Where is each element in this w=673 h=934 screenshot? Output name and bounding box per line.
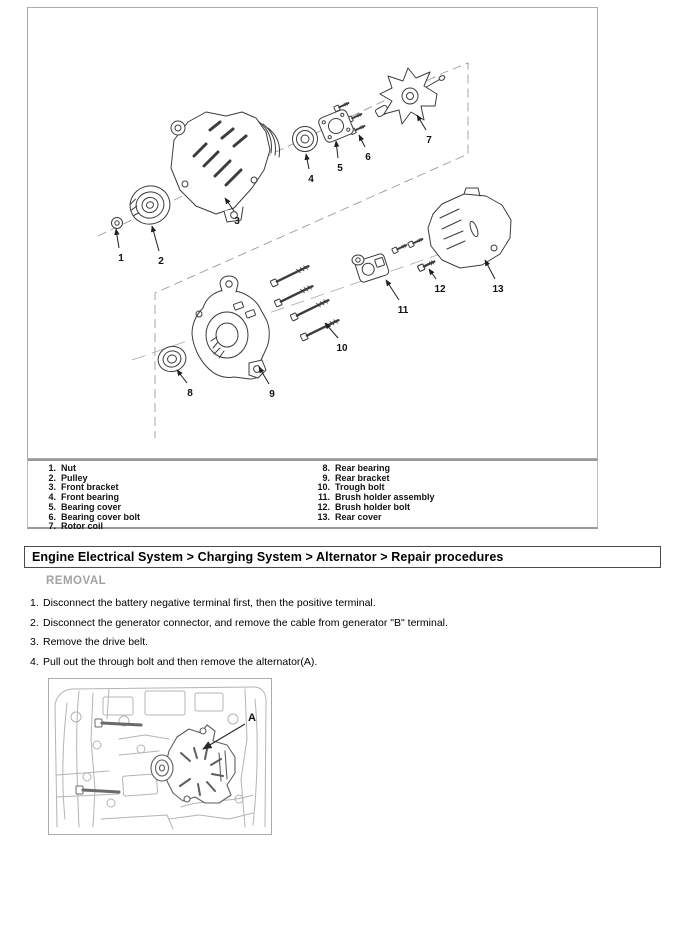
parts-list xyxy=(27,459,598,532)
svg-text:4: 4 xyxy=(308,174,314,185)
parts-list-item: 11. Brush holder assembly xyxy=(317,492,435,503)
callout-1 xyxy=(116,229,124,264)
alternator-location-svg xyxy=(49,679,271,834)
step-2: 2. Disconnect the generator connector, and remove the cable from generator "B" terminal. xyxy=(30,616,448,629)
svg-text:11: 11 xyxy=(397,305,409,316)
parts-list-right-column xyxy=(312,464,435,522)
parts-list-item: 7. Rotor coil xyxy=(48,521,103,532)
lower-assembly-axis-dashed-line xyxy=(132,237,490,360)
step-3: 3. Remove the drive belt. xyxy=(30,636,149,648)
parts-list-item: 9. Rear bracket xyxy=(322,472,390,483)
section-heading-removal: REMOVAL xyxy=(46,575,107,587)
procedure-steps xyxy=(30,597,640,675)
svg-text:5: 5 xyxy=(337,163,343,174)
parts-list-item: 3. Front bracket xyxy=(48,482,119,493)
parts-list-item: 5. Bearing cover xyxy=(48,501,122,512)
parts-list-item: 2. Pulley xyxy=(48,472,88,483)
parts-list-item: 4. Front bearing xyxy=(48,492,119,503)
exploded-diagram-svg xyxy=(28,8,597,458)
front-bearing-part xyxy=(293,127,318,152)
step-1: 1. Disconnect the battery negative terminal first, then the positive terminal. xyxy=(30,597,376,609)
rear-cover-part xyxy=(428,188,511,268)
parts-list-item: 8. Rear bearing xyxy=(322,463,391,473)
svg-text:7: 7 xyxy=(426,135,432,146)
callout-6 xyxy=(359,135,371,163)
callout-10 xyxy=(325,323,348,354)
svg-text:2: 2 xyxy=(158,256,164,267)
rear-bracket-part xyxy=(192,276,269,379)
svg-text:6: 6 xyxy=(365,152,371,163)
parts-list-item: 6. Bearing cover bolt xyxy=(48,511,141,522)
callout-2 xyxy=(152,226,164,267)
parts-list-item: 13. Rear cover xyxy=(317,511,382,522)
alternator-location-figure xyxy=(48,678,272,835)
callout-8 xyxy=(177,370,193,399)
svg-text:9: 9 xyxy=(269,389,275,400)
through-bolts-part xyxy=(270,263,340,341)
callout-13 xyxy=(485,260,504,295)
svg-text:10: 10 xyxy=(336,343,348,354)
svg-text:8: 8 xyxy=(187,388,193,399)
parts-list-item: 1. Nut xyxy=(48,463,76,473)
alternator-art xyxy=(151,725,235,803)
step-4: 4. Pull out the through bolt and then remove the alternator(A). xyxy=(30,655,318,668)
svg-text:1: 1 xyxy=(118,253,124,264)
pulley-part xyxy=(125,181,175,230)
nut-part xyxy=(112,218,123,229)
brush-holder-screw-icon xyxy=(392,243,408,254)
callout-4 xyxy=(306,154,314,185)
svg-text:13: 13 xyxy=(492,284,504,295)
breadcrumb xyxy=(24,546,661,568)
callout-5 xyxy=(336,141,343,174)
parts-list-left-column xyxy=(38,464,140,532)
callout-12 xyxy=(429,269,446,295)
callout-7 xyxy=(417,115,432,146)
breadcrumb-text: Engine Electrical System > Charging System > Alternator > Repair procedures xyxy=(32,550,504,564)
bearing-cover-part xyxy=(317,108,355,143)
front-bracket-part xyxy=(171,112,280,222)
exploded-diagram-figure xyxy=(27,7,598,459)
brush-holder-screw2-icon xyxy=(408,237,424,248)
parts-list-item: 10. Trough bolt xyxy=(317,482,385,493)
svg-text:3: 3 xyxy=(234,216,240,227)
mounting-bolt-top xyxy=(95,719,141,727)
rear-bearing-part xyxy=(155,343,189,375)
mounting-bolt-bottom xyxy=(76,786,119,794)
callout-9 xyxy=(259,367,275,400)
brush-holder-assembly-part xyxy=(352,253,390,283)
parts-list-item: 12. Brush holder bolt xyxy=(317,501,410,512)
svg-text:12: 12 xyxy=(434,284,446,295)
callout-11 xyxy=(386,280,409,316)
svg-text:A: A xyxy=(248,712,256,724)
assembly-axis-dashed-frame xyxy=(98,63,468,438)
